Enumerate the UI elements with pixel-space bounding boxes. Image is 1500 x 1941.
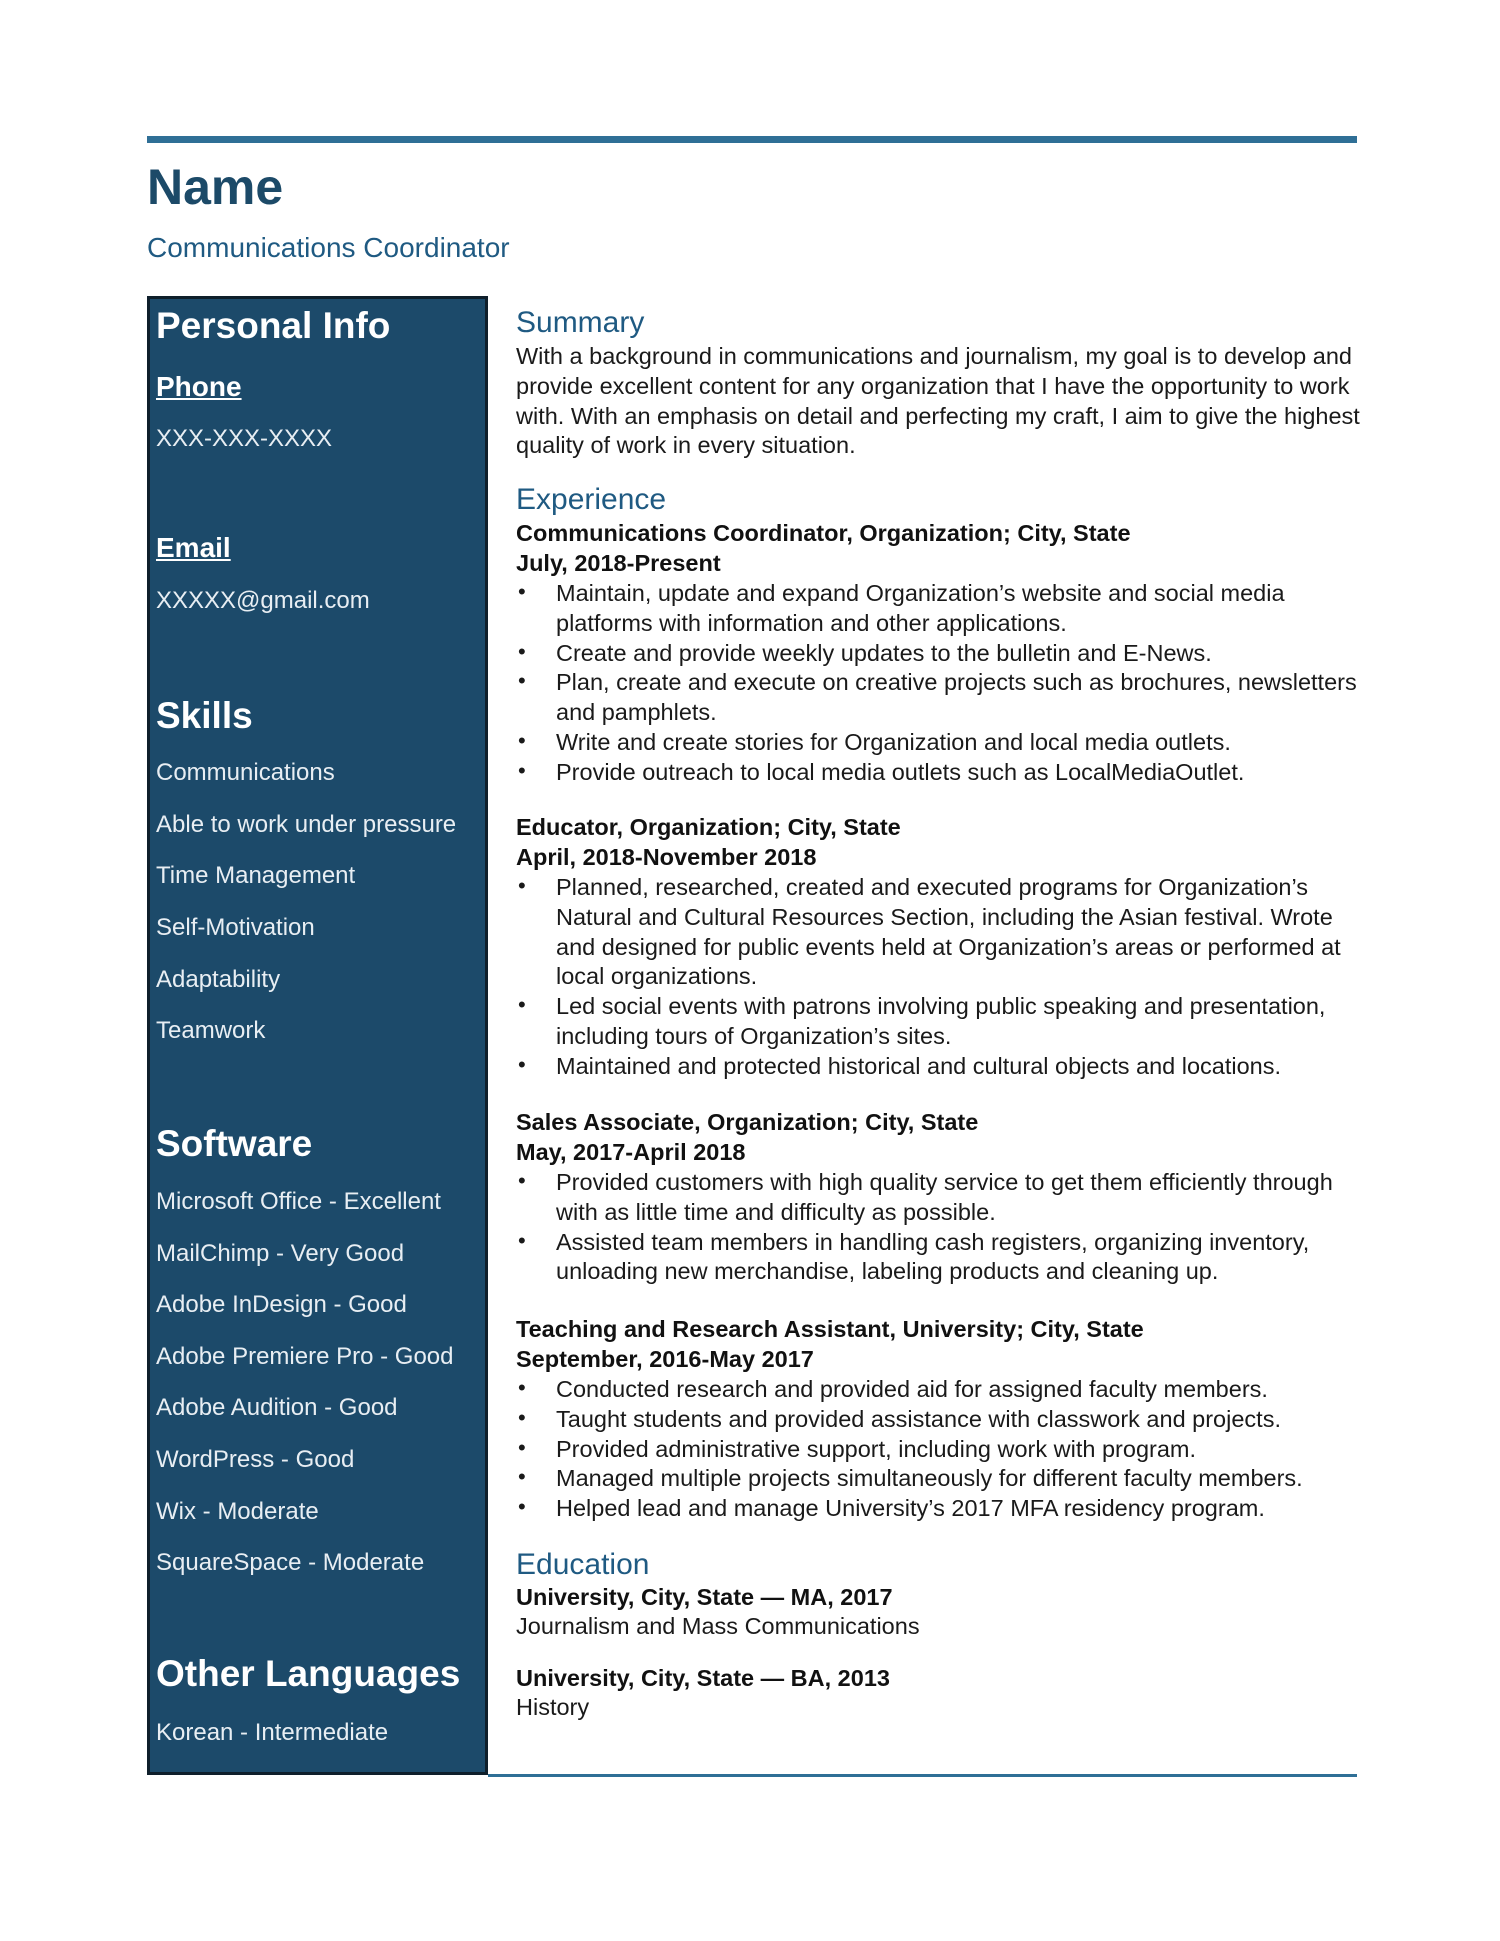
personal-info-heading: Personal Info	[156, 305, 391, 346]
bullet-icon: •	[518, 757, 526, 783]
job-title-line: Sales Associate, Organization; City, State	[516, 1109, 979, 1135]
bullet-icon: •	[518, 1434, 526, 1460]
skill-item: Time Management	[156, 862, 356, 889]
software-item: Adobe InDesign - Good	[156, 1291, 407, 1318]
job-bullets	[516, 579, 1362, 788]
education-school: University, City, State — MA, 2017	[516, 1584, 893, 1610]
list-item	[516, 1228, 1362, 1288]
list-item	[516, 579, 1362, 639]
job-dates: April, 2018-November 2018	[516, 844, 817, 870]
education-school: University, City, State — BA, 2013	[516, 1665, 890, 1691]
email-label: Email	[156, 532, 231, 563]
bullet-icon: •	[518, 668, 526, 694]
bullet-icon: •	[518, 1494, 526, 1520]
experience-heading: Experience	[516, 483, 667, 516]
software-item: SquareSpace - Moderate	[156, 1549, 425, 1576]
bullet-text: Maintained and protected historical and cultural objects and locations.	[556, 1052, 1282, 1079]
language-item: Korean - Intermediate	[156, 1719, 389, 1746]
list-item	[516, 1435, 1362, 1465]
bullet-text: Planned, researched, created and executed programs for Organization’s Natural and Cultural Resources Section, including the Asian festival. Wrote and designed for public events held at Organization’s areas or performed at local organizations.	[556, 874, 1341, 990]
bottom-rule	[488, 1774, 1357, 1777]
software-item: Wix - Moderate	[156, 1498, 319, 1525]
bullet-text: Led social events with patrons involving public speaking and presentation, including tours of Organization’s sites.	[556, 993, 1326, 1049]
job-dates: May, 2017-April 2018	[516, 1139, 746, 1165]
job-title-line: Communications Coordinator, Organization; City, State	[516, 520, 1131, 546]
software-item: Adobe Premiere Pro - Good	[156, 1343, 454, 1370]
bullet-text: Write and create stories for Organization and local media outlets.	[556, 728, 1231, 755]
education-heading: Education	[516, 1548, 650, 1581]
skills-heading: Skills	[156, 695, 253, 736]
bullet-text: Helped lead and manage University’s 2017 MFA residency program.	[556, 1495, 1265, 1522]
list-item	[516, 668, 1362, 728]
education-field: History	[516, 1694, 590, 1720]
resume-name: Name	[147, 159, 284, 215]
bullet-text: Provided administrative support, including work with program.	[556, 1435, 1197, 1462]
software-item: Microsoft Office - Excellent	[156, 1188, 441, 1215]
job-title: Communications Coordinator	[147, 232, 510, 263]
skill-item: Able to work under pressure	[156, 811, 457, 838]
job-dates: September, 2016-May 2017	[516, 1346, 814, 1372]
software-item: MailChimp - Very Good	[156, 1240, 405, 1267]
email-value: XXXXX@gmail.com	[156, 587, 370, 614]
list-item	[516, 1405, 1362, 1435]
list-item	[516, 1052, 1362, 1082]
bullet-text: Maintain, update and expand Organization’s website and social media platforms with information and other applications.	[556, 580, 1285, 636]
software-heading: Software	[156, 1123, 313, 1164]
bullet-icon: •	[518, 1375, 526, 1400]
bullet-icon: •	[518, 638, 526, 664]
job-bullets	[516, 1168, 1362, 1287]
job-dates: July, 2018-Present	[516, 550, 721, 576]
skill-item: Adaptability	[156, 966, 281, 993]
bullet-text: Assisted team members in handling cash registers, organizing inventory, unloading new merchandise, labeling products and cleaning up.	[556, 1228, 1310, 1285]
bullet-text: Conducted research and provided aid for assigned faculty members.	[556, 1376, 1268, 1402]
bullet-text: Provide outreach to local media outlets such as LocalMediaOutlet.	[556, 758, 1245, 785]
list-item	[516, 1494, 1362, 1524]
list-item	[516, 1375, 1362, 1405]
bullet-text: Taught students and provided assistance with classwork and projects.	[556, 1405, 1281, 1432]
software-item: Adobe Audition - Good	[156, 1394, 398, 1421]
bullet-icon: •	[518, 1464, 526, 1490]
job-bullets	[516, 873, 1362, 1082]
languages-heading: Other Languages	[156, 1653, 461, 1694]
job-title-line: Teaching and Research Assistant, University; City, State	[516, 1316, 1144, 1342]
sidebar	[147, 296, 488, 1775]
list-item	[516, 1168, 1362, 1228]
software-item: WordPress - Good	[156, 1446, 355, 1473]
education-field: Journalism and Mass Communications	[516, 1613, 920, 1639]
skill-item: Communications	[156, 759, 335, 786]
job-title-line: Educator, Organization; City, State	[516, 814, 901, 840]
bullet-icon: •	[518, 873, 526, 898]
skill-item: Teamwork	[156, 1017, 266, 1044]
bullet-icon: •	[518, 992, 526, 1018]
list-item	[516, 992, 1362, 1052]
top-rule	[147, 136, 1357, 143]
bullet-text: Plan, create and execute on creative projects such as brochures, newsletters and pamphlets.	[556, 669, 1357, 726]
list-item	[516, 873, 1362, 992]
list-item	[516, 1464, 1362, 1494]
bullet-icon: •	[518, 1404, 526, 1430]
list-item	[516, 728, 1362, 758]
list-item	[516, 639, 1362, 669]
bullet-text: Managed multiple projects simultaneously for different faculty members.	[556, 1465, 1303, 1492]
phone-value: XXX-XXX-XXXX	[156, 425, 333, 452]
job-bullets	[516, 1375, 1362, 1524]
list-item	[516, 758, 1362, 788]
summary-heading: Summary	[516, 306, 645, 339]
bullet-icon: •	[518, 1227, 526, 1253]
skill-item: Self-Motivation	[156, 914, 315, 941]
bullet-icon: •	[518, 1051, 526, 1077]
bullet-icon: •	[518, 727, 526, 753]
bullet-text: Create and provide weekly updates to the bulletin and E-News.	[556, 639, 1212, 666]
phone-label: Phone	[156, 371, 242, 402]
bullet-text: Provided customers with high quality service to get them efficiently through with as little time and difficulty as possible.	[556, 1169, 1333, 1225]
bullet-icon: •	[518, 579, 526, 604]
bullet-icon: •	[518, 1168, 526, 1193]
summary-text: With a background in communications and journalism, my goal is to develop and provide excellent content for any organization that I have the opportunity to work with. With an emphasis on detail and perfecting my craft, I aim to give the highest quality of work in every situation.	[516, 343, 1360, 459]
